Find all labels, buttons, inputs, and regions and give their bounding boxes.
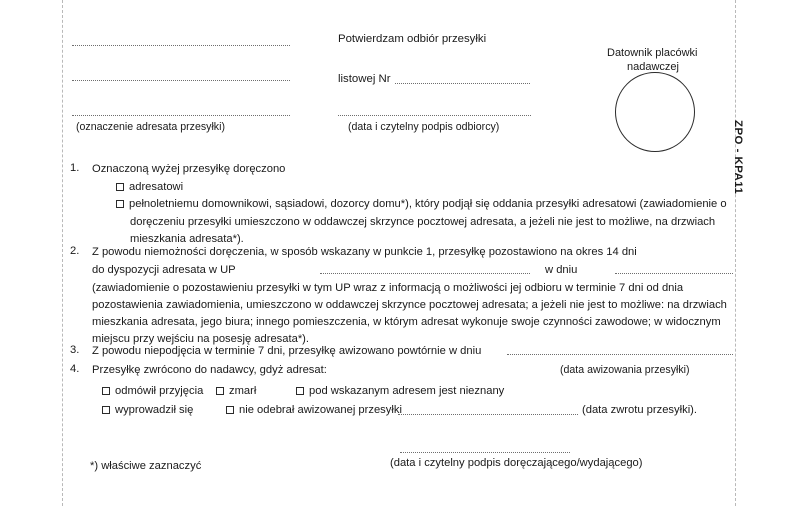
item-4-option-1[interactable] [216,385,256,397]
item-2-body-2: mieszkania adresata, jego biura; innego pomieszczenia, w którym adresat wykonuje swoje czynności zawodowe; w widocznym [92,316,721,328]
item-4-text: Przesyłkę zwrócono do nadawcy, gdyż adresat: [92,364,327,376]
addressee-line-1[interactable] [72,45,290,46]
item-2-body-1: pozostawienia zawiadomienia, umieszczono w oddawczej skrzynce pocztowej adresata; a jeżeli nie jest to możliwe: na drzwiach [92,299,727,311]
letter-number-label: listowej Nr [338,73,391,85]
receiver-signature-caption: (data i czytelny podpis odbiorcy) [348,121,500,133]
stamp-label-line2: nadawczej [627,61,679,73]
addressee-line-2[interactable] [72,80,290,81]
item-3-date-field[interactable] [507,354,733,355]
item-3-number: 3. [70,344,80,356]
addressee-caption: (oznaczenie adresata przesyłki) [76,121,225,133]
item-4-option-2[interactable] [296,385,504,397]
item-2-number: 2. [70,245,80,257]
item-3-date-caption: (data awizowania przesyłki) [560,364,690,376]
item-4-option-3-label: wyprowadził się [115,404,194,416]
checkbox-icon[interactable] [216,387,224,395]
item-4-option-0-label: odmówił przyjęcia [115,385,204,397]
deliverer-signature-line[interactable] [400,452,570,453]
form-code-vertical: ZPO - KPA11 [732,120,744,195]
item-4-option-3[interactable] [102,404,193,416]
item-1-option-1-label: pełnoletniemu domownikowi, sąsiadowi, dozorcy domu*), który podjął się oddania przesyłki adresatowi (zawiadomienie o [129,198,727,210]
checkbox-icon[interactable] [226,406,234,414]
confirm-receipt-line: Potwierdzam odbiór przesyłki [338,33,487,45]
checkbox-icon[interactable] [102,387,110,395]
receiver-signature-line[interactable] [338,115,531,116]
deliverer-signature-caption: (data i czytelny podpis doręczającego/wydającego) [390,457,643,469]
date-stamp-circle[interactable] [615,72,695,152]
checkbox-icon[interactable] [296,387,304,395]
page-guide-left [62,0,63,506]
checkbox-icon[interactable] [116,183,124,191]
item-2-day-label: w dniu [545,264,578,276]
checkbox-icon[interactable] [102,406,110,414]
item-1-continuation-0: doręczeniu przesyłki umieszczono w oddawczej skrzynce pocztowej adresata, a jeżeli nie jest to możliwe, na drzwiach [130,216,716,228]
item-2-body-3: miejscu przy wejściu na posesję adresata*). [92,333,310,345]
item-4-return-date-caption: (data zwrotu przesyłki). [582,404,698,416]
item-1-option-0-label: adresatowi [129,181,184,193]
checkbox-icon[interactable] [116,200,124,208]
footnote-text: *) właściwe zaznaczyć [90,460,202,472]
stamp-label-line1: Datownik placówki [607,47,698,59]
item-1-intro: Oznaczoną wyżej przesyłkę doręczono [92,163,286,175]
item-2-up-label: do dyspozycji adresata w UP [92,264,236,276]
item-4-option-4-label: nie odebrał awizowanej przesyłki [239,404,402,416]
addressee-line-3[interactable] [72,115,290,116]
item-2-line-1: Z powodu niemożności doręczenia, w sposób wskazany w punkcie 1, przesyłkę pozostawiono na okres 14 dni [92,246,637,258]
item-1-continuation-1: mieszkania adresata*). [130,233,244,245]
item-4-number: 4. [70,363,80,375]
item-4-option-4[interactable] [226,404,402,416]
item-2-day-field[interactable] [615,273,733,274]
item-4-option-1-label: zmarł [229,385,257,397]
item-2-body-0: (zawiadomienie o pozostawieniu przesyłki w tym UP wraz z informacją o możliwości jej odbioru w terminie 7 dni od dnia [92,282,684,294]
item-2-up-field[interactable] [320,273,530,274]
page-guide-right [735,0,736,506]
item-4-return-date-field[interactable] [398,414,578,415]
item-1-option-0[interactable] [116,181,183,193]
item-4-option-2-label: pod wskazanym adresem jest nieznany [309,385,505,397]
letter-number-field[interactable] [395,83,530,84]
item-1-option-1[interactable] [116,198,727,210]
item-3-text: Z powodu niepodjęcia w terminie 7 dni, przesyłkę awizowano powtórnie w dniu [92,345,482,357]
item-4-option-0[interactable] [102,385,203,397]
item-1-number: 1. [70,162,80,174]
